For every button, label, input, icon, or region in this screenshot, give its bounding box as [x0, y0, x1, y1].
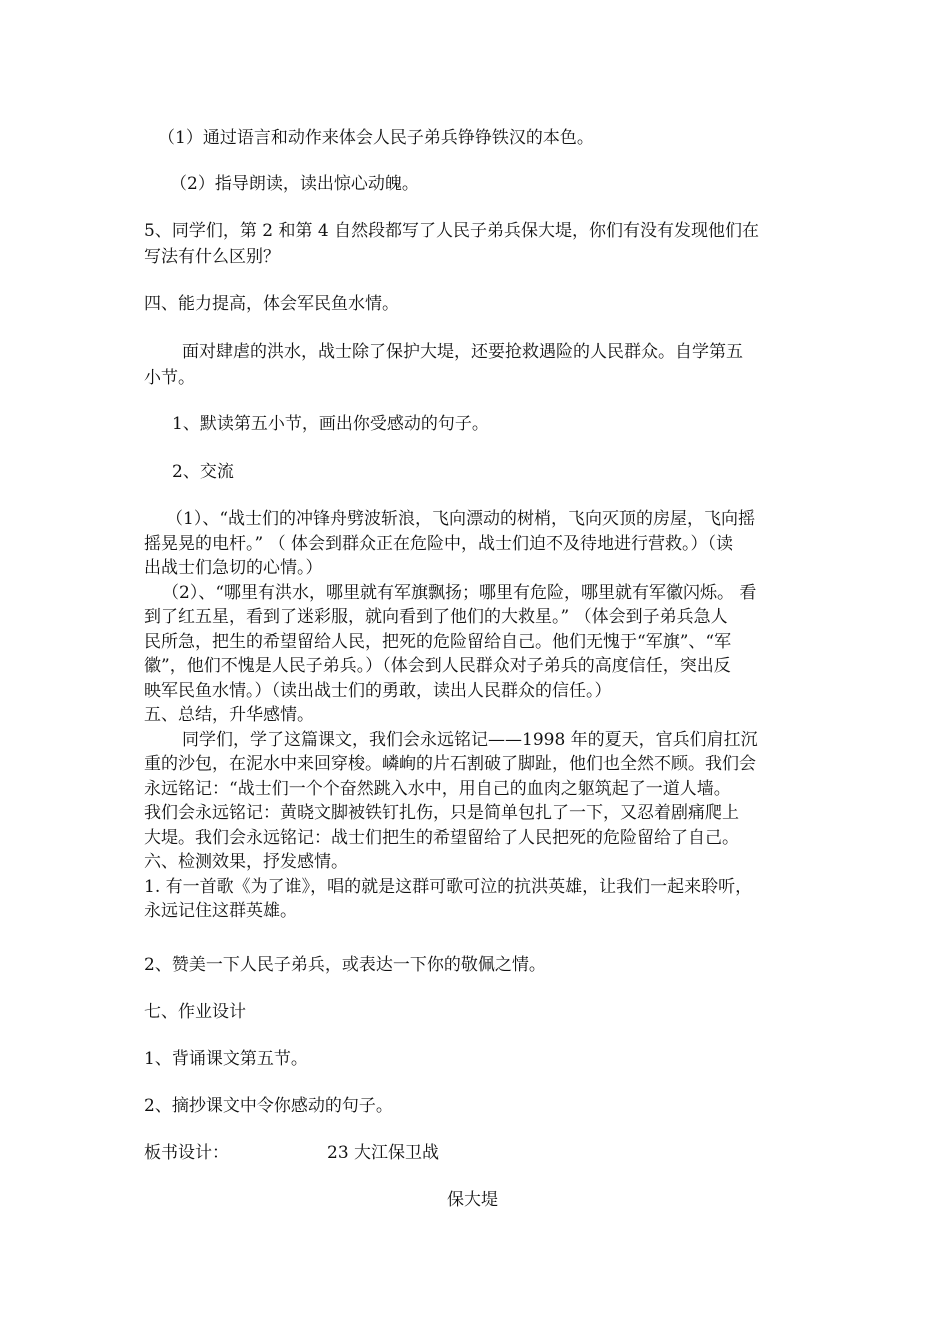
text-line: 写法有什么区别？ — [144, 247, 280, 267]
text-line: 2、赞美一下人民子弟兵，或表达一下你的敬佩之情。 — [144, 955, 546, 975]
text-line: 5、同学们，第 2 和第 4 自然段都写了人民子弟兵保大堤，你们有没有发现他们在 — [144, 221, 760, 241]
board-design-title: 23 大江保卫战 — [327, 1143, 440, 1163]
text-line: 2、摘抄课文中令你感动的句子。 — [144, 1096, 393, 1116]
text-line: 小节。 — [144, 368, 195, 388]
text-line: （2）、“哪里有洪水，哪里就有军旗飘扬；哪里有危险，哪里就有军徽闪烁。 看 — [162, 582, 757, 603]
text-line: （2）指导朗读，读出惊心动魄。 — [170, 174, 419, 194]
text-line: （1）通过语言和动作来体会人民子弟兵铮铮铁汉的本色。 — [158, 128, 594, 148]
text-line: 徽”，他们不愧是人民子弟兵。）（体会到人民群众对子弟兵的高度信任，突出反 — [144, 656, 731, 676]
section-heading: 六、检测效果，抒发感情。 — [144, 852, 348, 872]
text-line: 我们会永远铭记：黄晓文脚被铁钉扎伤，只是简单包扎了一下，又忍着剧痛爬上 — [144, 803, 739, 823]
text-line: 映军民鱼水情。）（读出战士们的勇敢，读出人民群众的信任。） — [144, 680, 612, 701]
text-line: 到了红五星，看到了迷彩服，就向看到了他们的大救星。” （体会到子弟兵急人 — [144, 607, 728, 627]
text-line: 2、交流 — [172, 462, 234, 482]
text-line: 1、背诵课文第五节。 — [144, 1049, 308, 1069]
text-block — [144, 507, 812, 924]
text-line: 面对肆虐的洪水，战士除了保护大堤，还要抢救遇险的人民群众。自学第五 — [182, 342, 743, 362]
text-line: 1. 有一首歌《为了谁》，唱的就是这群可歌可泣的抗洪英雄，让我们一起来聆听， — [144, 876, 753, 897]
text-line: 摇晃晃的电杆。” （ 体会到群众正在危险中，战士们迫不及待地进行营救。）（读 — [144, 533, 733, 554]
text-line: 重的沙包，在泥水中来回穿梭。嶙峋的片石割破了脚趾，他们也全然不顾。我们会 — [144, 754, 756, 774]
board-design-item: 保大堤 — [447, 1190, 498, 1210]
text-line: 永远铭记：“战士们一个个奋然跳入水中，用自己的血肉之躯筑起了一道人墙。 — [144, 778, 731, 799]
text-line: 民所急，把生的希望留给人民，把死的危险留给自己。他们无愧于“军旗”、“军 — [144, 631, 732, 652]
text-line: 大堤。我们会永远铭记：战士们把生的希望留给了人民把死的危险留给了自己。 — [144, 827, 739, 848]
section-heading: 五、总结，升华感情。 — [144, 705, 314, 725]
text-line: 同学们，学了这篇课文，我们会永远铭记——1998 年的夏天，官兵们肩扛沉 — [182, 729, 758, 750]
text-line: 永远记住这群英雄。 — [144, 901, 297, 921]
section-heading: 四、能力提高，体会军民鱼水情。 — [144, 294, 399, 314]
text-line: （1）、“战士们的冲锋舟劈波斩浪，飞向漂动的树梢，飞向灭顶的房屋，飞向摇 — [166, 509, 756, 529]
text-line: 1、默读第五小节，画出你受感动的句子。 — [172, 414, 489, 434]
board-design-label: 板书设计： — [144, 1143, 229, 1163]
section-heading: 七、作业设计 — [144, 1002, 246, 1022]
text-line: 出战士们急切的心情。） — [144, 558, 323, 578]
